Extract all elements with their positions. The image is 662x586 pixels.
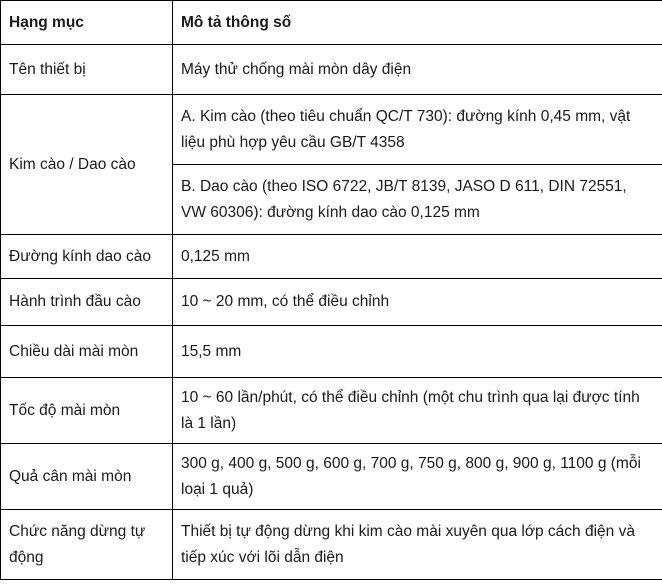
table-row-stroke [1,279,662,326]
table-row-abrasion-length [1,326,662,378]
header-item-column: Hạng mục [1,1,173,45]
spec-item-cell: Tốc độ mài mòn [1,378,173,444]
spec-desc-cell: 10 ~ 60 lần/phút, có thể điều chỉnh (một chu trình qua lại được tính là 1 lần) [173,378,662,444]
spec-desc-cell: Thiết bị tự động dừng khi kim cào mài xuyên qua lớp cách điện và tiếp xúc với lõi dẫn điện [173,510,662,580]
table-row-weights [1,444,662,510]
spec-desc-cell: 10 ~ 20 mm, có thể điều chỉnh [173,279,662,326]
spec-item-cell: Đường kính dao cào [1,235,173,279]
spec-item-cell: Chiều dài mài mòn [1,326,173,378]
spec-item-cell: Hành trình đầu cào [1,279,173,326]
spec-item-cell: Kim cào / Dao cào [1,95,173,235]
spec-desc-cell: 15,5 mm [173,326,662,378]
header-desc-column: Mô tả thông số [173,1,662,45]
table-row-blade-diameter [1,235,662,279]
spec-desc-cell: B. Dao cào (theo ISO 6722, JB/T 8139, JASO D 611, DIN 72551, VW 60306): đường kính dao cào 0,125 mm [173,165,662,235]
spec-item-cell: Tên thiết bị [1,45,173,95]
table-row-needle-blade-a [1,95,662,165]
spec-desc-cell: A. Kim cào (theo tiêu chuẩn QC/T 730): đường kính 0,45 mm, vật liệu phù hợp yêu cầu GB/T 4358 [173,95,662,165]
table-row-device-name [1,45,662,95]
spec-desc-cell: 0,125 mm [173,235,662,279]
table-header-row [1,1,662,45]
spec-item-cell: Quả cân mài mòn [1,444,173,510]
spec-item-cell: Chức năng dừng tự động [1,510,173,580]
table-row-auto-stop [1,510,662,580]
spec-desc-cell: 300 g, 400 g, 500 g, 600 g, 700 g, 750 g, 800 g, 900 g, 1100 g (mỗi loại 1 quả) [173,444,662,510]
table-row-abrasion-speed [1,378,662,444]
spec-desc-cell: Máy thử chống mài mòn dây điện [173,45,662,95]
